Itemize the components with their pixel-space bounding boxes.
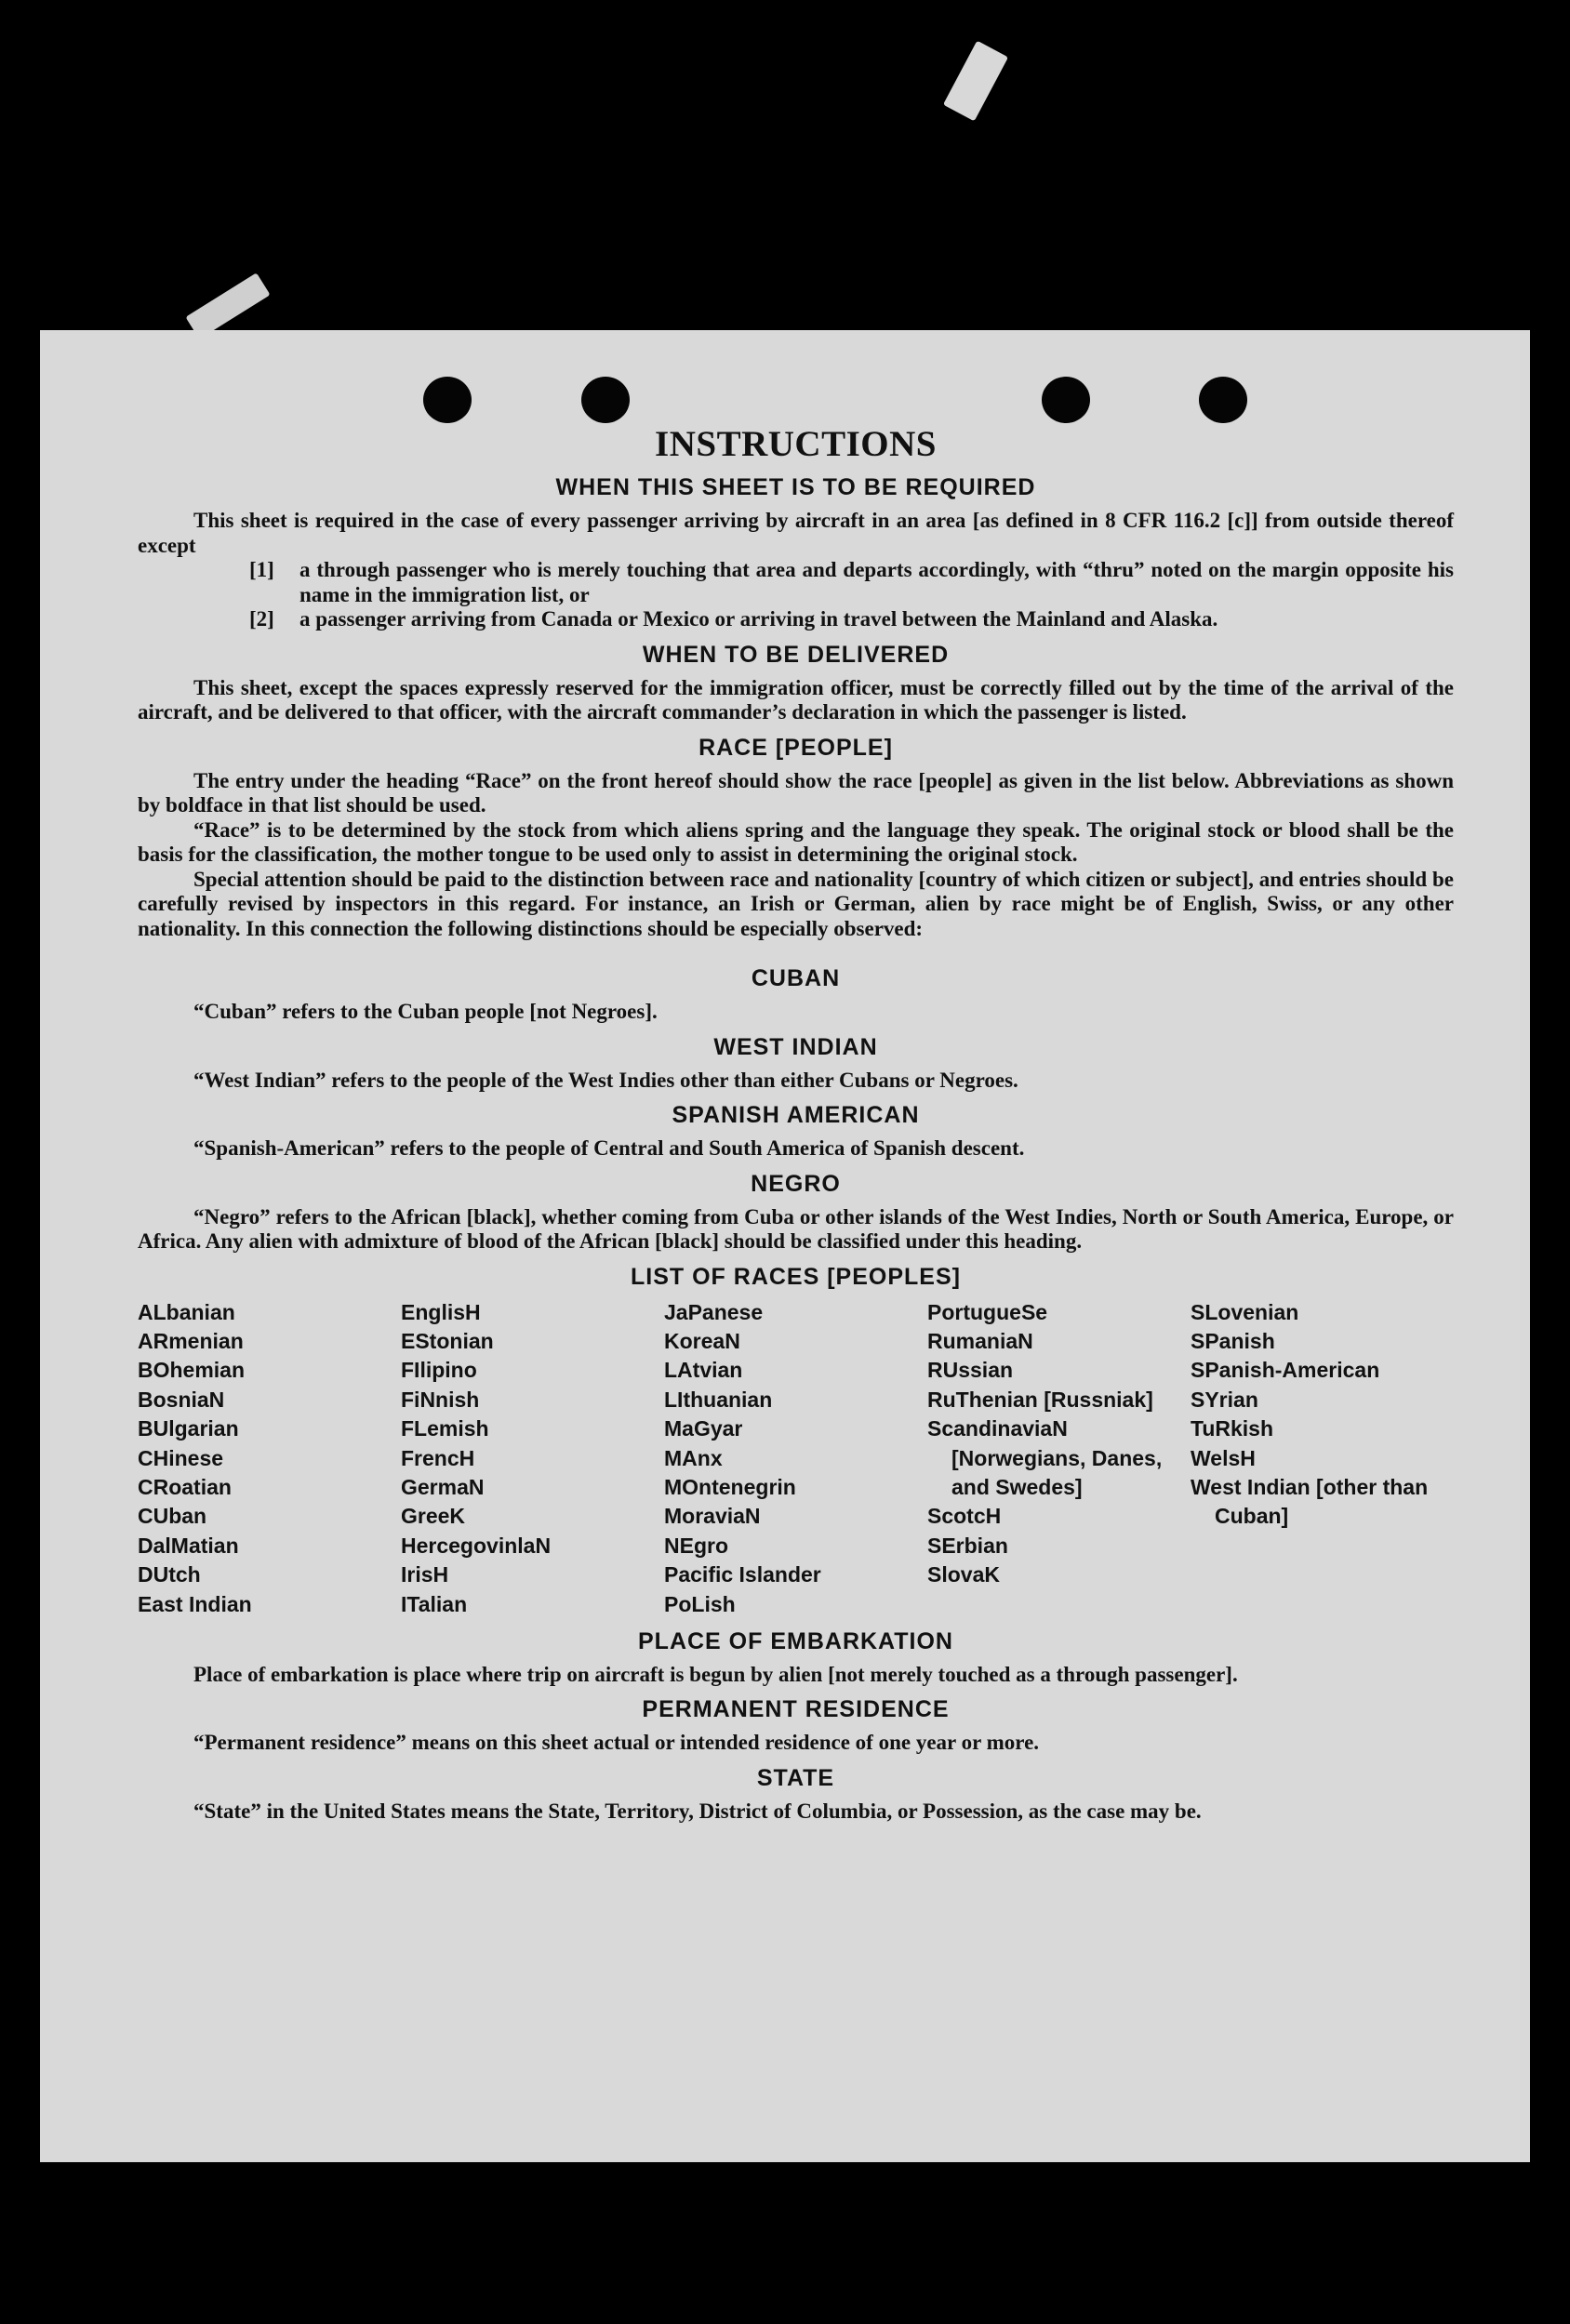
race-list [138, 1298, 1454, 1619]
exception-item [249, 558, 1454, 607]
race-item: BUlgarian [138, 1416, 239, 1441]
heading-delivered: WHEN TO BE DELIVERED [642, 641, 950, 668]
paper-scrap-left [185, 272, 270, 339]
paragraph-race-2: “Race” is to be determined by the stock from which aliens spring and the language they speak. The original stock or blood shall be the basis for the classification, the mother tongue to be used only to assist in determining the original stock. [138, 817, 1454, 866]
race-item: SLovenian [1191, 1299, 1299, 1324]
exception-item [249, 607, 1454, 632]
race-item: ALbanian [138, 1299, 235, 1324]
race-item: ITalian [401, 1591, 468, 1616]
race-column [138, 1298, 401, 1619]
race-item: ScotcH [927, 1504, 1002, 1529]
race-item: JaPanese [664, 1299, 764, 1324]
race-item: MOntenegrin [664, 1474, 796, 1499]
heading-west-indian: WEST INDIAN [713, 1033, 878, 1060]
race-item: SlovaK [927, 1562, 1000, 1587]
race-column [664, 1298, 927, 1619]
race-item: SPanish [1191, 1328, 1275, 1353]
race-item: FrencH [401, 1445, 475, 1470]
paragraph-spanish-american: “Spanish-American” refers to the people of Central and South America of Spanish descent. [193, 1136, 1025, 1160]
race-item: ARmenian [138, 1328, 244, 1353]
page-title: INSTRUCTIONS [655, 424, 937, 464]
race-item: PortugueSe [927, 1299, 1048, 1324]
race-item: GreeK [401, 1504, 466, 1529]
paragraph-state: “State” in the United States means the State, Territory, District of Columbia, or Possession, as the case may be. [193, 1799, 1202, 1823]
race-item: CUban [138, 1504, 207, 1529]
heading-cuban: CUBAN [751, 965, 841, 991]
exception-text: a passenger arriving from Canada or Mexico or arriving in travel between the Mainland and Alaska. [299, 607, 1218, 631]
paragraph-embarkation: Place of embarkation is place where trip on aircraft is begun by alien [not merely touched as a through passenger]. [193, 1662, 1238, 1686]
paragraph-race-3: Special attention should be paid to the distinction between race and nationality [country of which citizen or subject], and entries should be carefully revised by inspectors in this regard. For instance, an Irish or German, alien by race might be of English, Swiss, or any other nationality. In this connection the following distinctions should be especially observed: [138, 867, 1454, 940]
race-item: ScandinaviaN [Norwegians, Danes, and Swedes] [927, 1416, 1168, 1499]
paragraph-cuban: “Cuban” refers to the Cuban people [not Negroes]. [193, 1000, 658, 1023]
race-item: SYrian [1191, 1387, 1258, 1412]
race-item: LAtvian [664, 1358, 743, 1383]
race-item: FiNnish [401, 1387, 480, 1412]
punch-hole [423, 377, 472, 423]
heading-list-of-races: LIST OF RACES [PEOPLES] [631, 1263, 961, 1290]
paragraph-residence: “Permanent residence” means on this sheet actual or intended residence of one year or more. [193, 1731, 1040, 1755]
race-item: SPanish-American [1191, 1358, 1380, 1383]
race-item: BOhemian [138, 1358, 246, 1383]
sheet-content [138, 423, 1454, 1824]
race-item: MaGyar [664, 1416, 743, 1441]
punch-hole [1199, 377, 1247, 423]
heading-spanish-american: SPANISH AMERICAN [672, 1102, 920, 1128]
race-item: MoraviaN [664, 1504, 761, 1529]
paragraph-negro: “Negro” refers to the African [black], whether coming from Cuba or other islands of the West Indies, North or South America, Europe, or Africa. Any alien with admixture of blood of the African [black] should be classified under this heading. [138, 1204, 1454, 1253]
race-item: PoLish [664, 1591, 736, 1616]
race-item: East Indian [138, 1591, 252, 1616]
exception-text: a through passenger who is merely touching that area and departs accordingly, with “thru” noted on the margin opposite his name in the immigration list, or [299, 558, 1454, 606]
instruction-sheet [40, 330, 1530, 2162]
race-item: IrisH [401, 1562, 449, 1587]
race-item: CHinese [138, 1445, 224, 1470]
race-item: LIthuanian [664, 1387, 773, 1412]
race-item: RumaniaN [927, 1328, 1033, 1353]
exception-number: [2] [249, 607, 274, 631]
paragraph-race-1: The entry under the heading “Race” on the front hereof should show the race [people] as given in the list below. Abbreviations as shown by boldface in that list should be used. [138, 768, 1454, 817]
race-item: MAnx [664, 1445, 723, 1470]
race-item: WelsH [1191, 1445, 1256, 1470]
race-item: CRoatian [138, 1474, 232, 1499]
paper-scrap-top [943, 41, 1008, 122]
race-item: BosniaN [138, 1387, 225, 1412]
race-item: HercegovinlaN [401, 1533, 552, 1558]
race-column [401, 1298, 664, 1619]
race-item: KoreaN [664, 1328, 740, 1353]
race-item: EnglisH [401, 1299, 481, 1324]
race-item: SErbian [927, 1533, 1008, 1558]
race-item: DalMatian [138, 1533, 239, 1558]
race-item: DUtch [138, 1562, 201, 1587]
paragraph-delivered: This sheet, except the spaces expressly reserved for the immigration officer, must be correctly filled out by the time of the arrival of the aircraft, and be delivered to that officer, with the aircraft commander’s declaration in which the passenger is listed. [138, 675, 1454, 724]
heading-embarkation: PLACE OF EMBARKATION [638, 1627, 953, 1654]
race-item: TuRkish [1191, 1416, 1274, 1441]
race-item: FIlipino [401, 1358, 477, 1383]
heading-race: RACE [PEOPLE] [699, 734, 893, 761]
race-item: RuThenian [Russniak] [927, 1387, 1153, 1412]
race-item: EStonian [401, 1328, 494, 1353]
punch-hole [1042, 377, 1090, 423]
race-item: Pacific Islander [664, 1562, 821, 1587]
heading-negro: NEGRO [751, 1170, 841, 1197]
heading-residence: PERMANENT RESIDENCE [642, 1696, 950, 1723]
exception-number: [1] [249, 558, 274, 581]
paragraph-required-intro: This sheet is required in the case of every passenger arriving by aircraft in an area [as defined in 8 CFR 116.2 [c]] from outside thereof except [138, 509, 1454, 557]
race-item: West Indian [other than Cuban] [1191, 1474, 1434, 1529]
race-item: RUssian [927, 1358, 1014, 1383]
punch-hole [581, 377, 630, 423]
race-column [1191, 1298, 1454, 1619]
heading-state: STATE [756, 1764, 835, 1791]
race-column [927, 1298, 1191, 1619]
race-item: GermaN [401, 1474, 485, 1499]
paragraph-west-indian: “West Indian” refers to the people of the West Indies other than either Cubans or Negroes. [193, 1068, 1018, 1092]
race-item: NEgro [664, 1533, 728, 1558]
heading-required: WHEN THIS SHEET IS TO BE REQUIRED [555, 474, 1036, 500]
race-item: FLemish [401, 1416, 489, 1441]
